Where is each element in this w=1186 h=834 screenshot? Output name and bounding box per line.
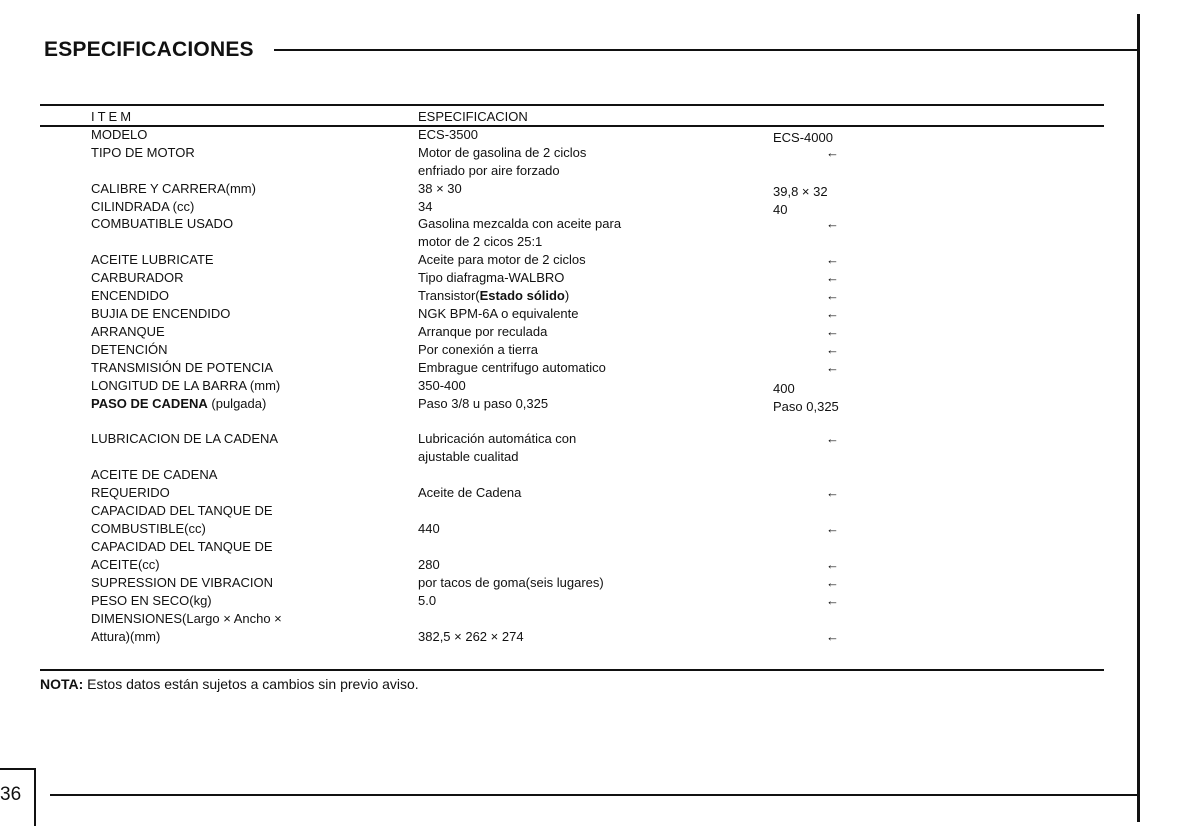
row-item-line: MODELO [91,127,148,142]
row-spec-line: ajustable cualitad [418,449,519,464]
row-item-line: TRANSMISIÓN DE POTENCIA [91,360,274,375]
row-item [91,592,411,610]
row-alt-value: Paso 0,325 [773,399,839,414]
same-as-left-arrow-icon: ← [826,306,839,321]
table-top-rule [40,104,1104,106]
row-item [91,377,411,395]
row-item [91,610,411,646]
row-item [91,287,411,305]
row-spec [418,628,758,646]
row-spec-line: Embrague centrifugo automatico [418,360,606,375]
row-spec [418,556,758,574]
row-spec-line: Tipo diafragma-WALBRO [418,270,565,285]
row-item [91,466,411,502]
row-item-line: ENCENDIDO [91,288,170,303]
row-item [91,323,411,341]
row-spec [418,180,758,198]
page-title: ESPECIFICACIONES [44,38,254,61]
same-as-left-arrow-icon: ← [826,629,839,644]
row-spec [418,359,758,377]
row-item [91,395,411,413]
same-as-left-arrow-icon: ← [826,575,839,590]
row-item-bold: PASO DE CADENA [91,396,208,411]
row-spec [418,269,758,287]
row-spec [418,126,758,144]
row-item-line: DIMENSIONES(Largo × Ancho × [91,611,282,626]
same-as-left-arrow-icon: ← [826,557,839,572]
row-spec-line: 5.0 [418,593,437,608]
right-edge-border [1137,14,1140,822]
row-item-suffix: (pulgada) [207,396,267,411]
row-spec-bold: Estado sólido [479,288,565,303]
row-alt-value: 400 [773,381,795,396]
table-bottom-rule [40,669,1104,671]
row-spec-line: por tacos de goma(seis lugares) [418,575,604,590]
row-spec-line: Gasolina mezcalda con aceite para [418,216,622,231]
header-spec: ESPECIFICACION [418,109,528,124]
row-spec-line: Aceite de Cadena [418,485,522,500]
same-as-left-arrow-icon: ← [826,216,839,231]
same-as-left-arrow-icon: ← [826,593,839,608]
row-item-line: DETENCIÓN [91,342,168,357]
row-spec [418,251,758,269]
row-spec [418,430,758,466]
row-spec [418,323,758,341]
row-spec-line: 280 [418,557,440,572]
row-spec [418,144,758,180]
row-item-line: CALIBRE Y CARRERA(mm) [91,181,256,196]
row-spec [418,198,758,216]
note-label: NOTA: [40,676,84,692]
row-item [91,341,411,359]
row-item [91,502,411,538]
row-spec [418,215,758,251]
row-spec-prefix: Transistor( [418,288,480,303]
row-item-line: CILINDRADA (cc) [91,199,195,214]
title-rule [274,49,1140,51]
same-as-left-arrow-icon: ← [826,521,839,536]
row-item-line: BUJIA DE ENCENDIDO [91,306,231,321]
row-item [91,126,411,144]
row-item-line: COMBUSTIBLE(cc) [91,521,206,536]
row-spec-line: 38 × 30 [418,181,462,196]
row-item-line: CAPACIDAD DEL TANQUE DE [91,503,273,518]
row-spec-line: 350-400 [418,378,466,393]
row-spec [418,592,758,610]
row-spec [418,377,758,395]
row-spec-line: 440 [418,521,440,536]
same-as-left-arrow-icon: ← [826,342,839,357]
row-spec-line: ECS-3500 [418,127,478,142]
row-spec [418,341,758,359]
footer-rule [50,794,1140,796]
row-spec-line: Lubricación automática con [418,431,577,446]
row-spec [418,520,758,538]
row-item-line: COMBUATIBLE USADO [91,216,234,231]
header-item: ITEM [91,109,135,124]
row-item [91,538,411,574]
row-item-line: CAPACIDAD DEL TANQUE DE [91,539,273,554]
row-spec-suffix: ) [564,288,570,303]
row-spec-line: Motor de gasolina de 2 ciclos [418,145,587,160]
row-spec-line: 382,5 × 262 × 274 [418,629,524,644]
row-item [91,574,411,592]
same-as-left-arrow-icon: ← [826,288,839,303]
row-item-line: ACEITE LUBRICATE [91,252,214,267]
row-alt-value: ECS-4000 [773,130,833,145]
row-item-line: LUBRICACION DE LA CADENA [91,431,279,446]
row-item [91,251,411,269]
row-spec-line: motor de 2 cicos 25:1 [418,234,543,249]
note [40,676,419,692]
row-spec [418,395,758,413]
same-as-left-arrow-icon: ← [826,145,839,160]
row-spec-line: Paso 3/8 u paso 0,325 [418,396,549,411]
row-item-line: CARBURADOR [91,270,184,285]
same-as-left-arrow-icon: ← [826,252,839,267]
same-as-left-arrow-icon: ← [826,431,839,446]
row-item-line: REQUERIDO [91,485,170,500]
row-spec-line: Arranque por reculada [418,324,548,339]
row-spec-line: 34 [418,199,433,214]
row-alt-value: 39,8 × 32 [773,184,828,199]
page-number: 36 [0,784,22,805]
row-item [91,430,411,448]
same-as-left-arrow-icon: ← [826,360,839,375]
row-item-line: ARRANQUE [91,324,165,339]
row-item [91,269,411,287]
row-item-line: LONGITUD DE LA BARRA (mm) [91,378,281,393]
row-spec [418,484,758,502]
row-item-line: Attura)(mm) [91,629,161,644]
row-spec-line: enfriado por aire forzado [418,163,560,178]
row-item-line: ACEITE(cc) [91,557,160,572]
row-item [91,359,411,377]
row-alt-value: 40 [773,202,788,217]
row-item-line: SUPRESSION DE VIBRACION [91,575,274,590]
row-item [91,198,411,216]
row-spec [418,287,758,305]
row-item [91,215,411,233]
row-item-line: PESO EN SECO(kg) [91,593,212,608]
same-as-left-arrow-icon: ← [826,485,839,500]
row-item [91,144,411,162]
row-spec-line: Aceite para motor de 2 ciclos [418,252,586,267]
row-item-line: ACEITE DE CADENA [91,467,218,482]
row-spec-line: NGK BPM-6A o equivalente [418,306,579,321]
row-spec [418,574,758,592]
same-as-left-arrow-icon: ← [826,270,839,285]
row-item-line: TIPO DE MOTOR [91,145,195,160]
note-text: Estos datos están sujetos a cambios sin previo aviso. [83,676,419,692]
row-spec [418,305,758,323]
row-spec-line: Por conexión a tierra [418,342,538,357]
row-item [91,305,411,323]
same-as-left-arrow-icon: ← [826,324,839,339]
row-item [91,180,411,198]
